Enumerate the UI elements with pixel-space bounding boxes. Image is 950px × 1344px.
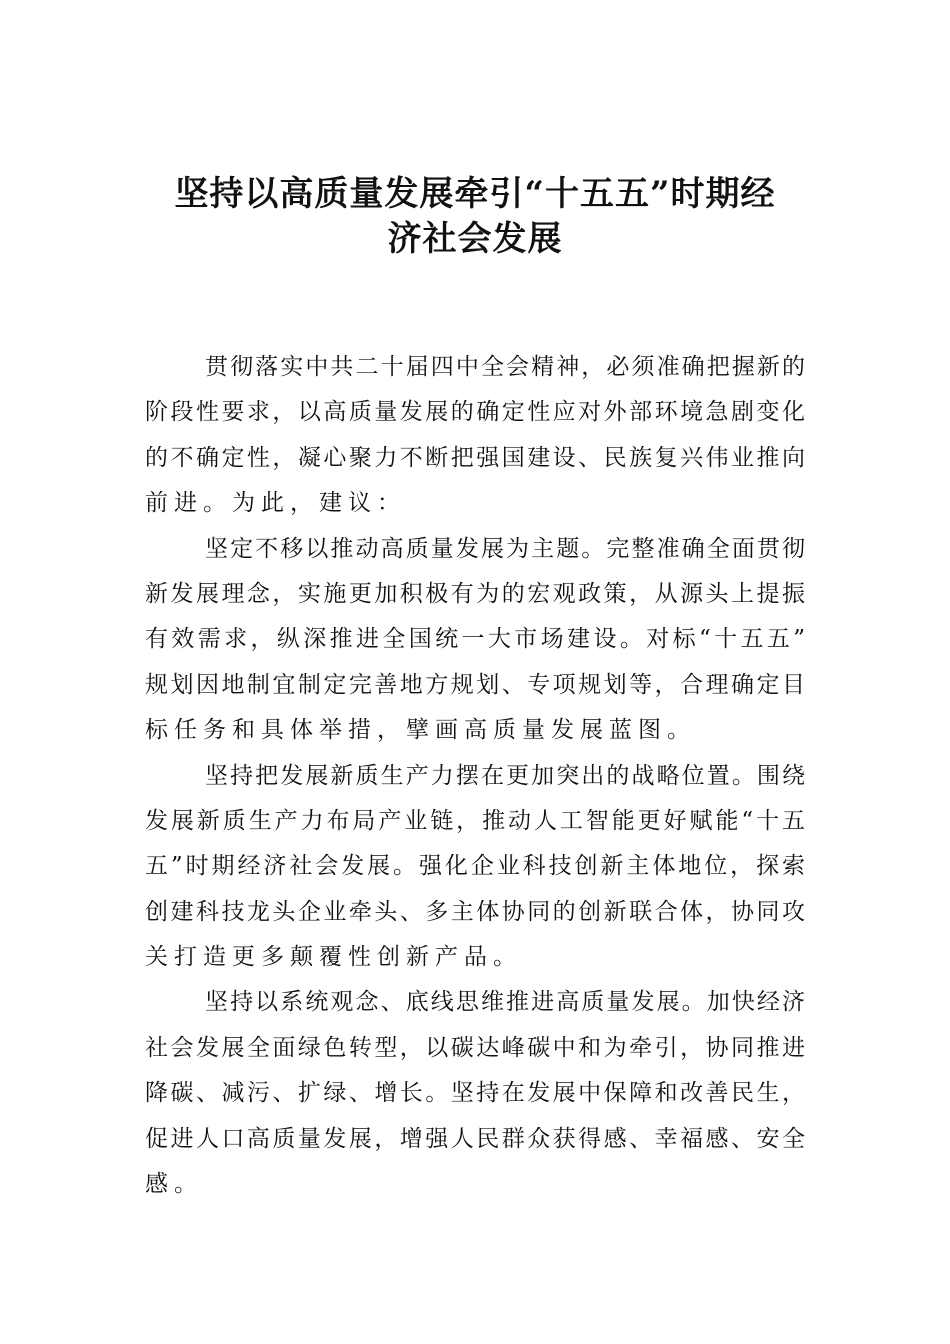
title-line-2: 济社会发展: [387, 219, 563, 259]
paragraph-line: 创建科技龙头企业牵头、多主体协同的创新联合体，协同攻: [145, 898, 805, 925]
paragraph: [145, 754, 805, 981]
paragraph-line: 贯彻落实中共二十届四中全会精神，必须准确把握新的: [205, 354, 805, 380]
paragraph: [145, 980, 805, 1207]
paragraph: [145, 527, 805, 754]
paragraph-line: 的不确定性，凝心聚力不断把强国建设、民族复兴伟业推向: [145, 444, 805, 471]
paragraph: [145, 345, 805, 527]
paragraph-line: 坚定不移以推动高质量发展为主题。完整准确全面贯彻: [205, 535, 805, 562]
paragraph-line: 社会发展全面绿色转型，以碳达峰碳中和为牵引，协同推进: [145, 1034, 805, 1061]
paragraph-line: 五”时期经济社会发展。强化企业科技创新主体地位，探索: [145, 853, 805, 880]
paragraph-line: 促进人口高质量发展，增强人民群众获得感、幸福感、安全: [145, 1125, 805, 1152]
paragraph-line: 关打造更多颠覆性创新产品。: [145, 944, 522, 971]
paragraph-line: 阶段性要求，以高质量发展的确定性应对外部环境急剧变化: [145, 399, 805, 426]
paragraph-line: 坚持以系统观念、底线思维推进高质量发展。加快经济: [205, 989, 805, 1016]
paragraph-line: 有效需求，纵深推进全国统一大市场建设。对标“十五五”: [145, 626, 805, 653]
paragraph-line: 新发展理念，实施更加积极有为的宏观政策，从源头上提振: [145, 580, 805, 607]
paragraph-line: 坚持把发展新质生产力摆在更加突出的战略位置。围绕: [205, 762, 805, 789]
paragraph-line: 发展新质生产力布局产业链，推动人工智能更好赋能“十五: [145, 807, 805, 834]
paragraph-line: 前进。为此，建议：: [145, 490, 406, 517]
paragraph-line: 规划因地制宜制定完善地方规划、专项规划等，合理确定目: [145, 671, 805, 698]
paragraph-line: 降碳、减污、扩绿、增长。坚持在发展中保障和改善民生，: [145, 1080, 805, 1107]
document-body: [145, 345, 805, 1207]
title-line-1: 坚持以高质量发展牵引“十五五”时期经: [174, 174, 776, 214]
paragraph-line: 感。: [145, 1171, 203, 1198]
paragraph-line: 标任务和具体举措，擘画高质量发展蓝图。: [145, 717, 696, 744]
